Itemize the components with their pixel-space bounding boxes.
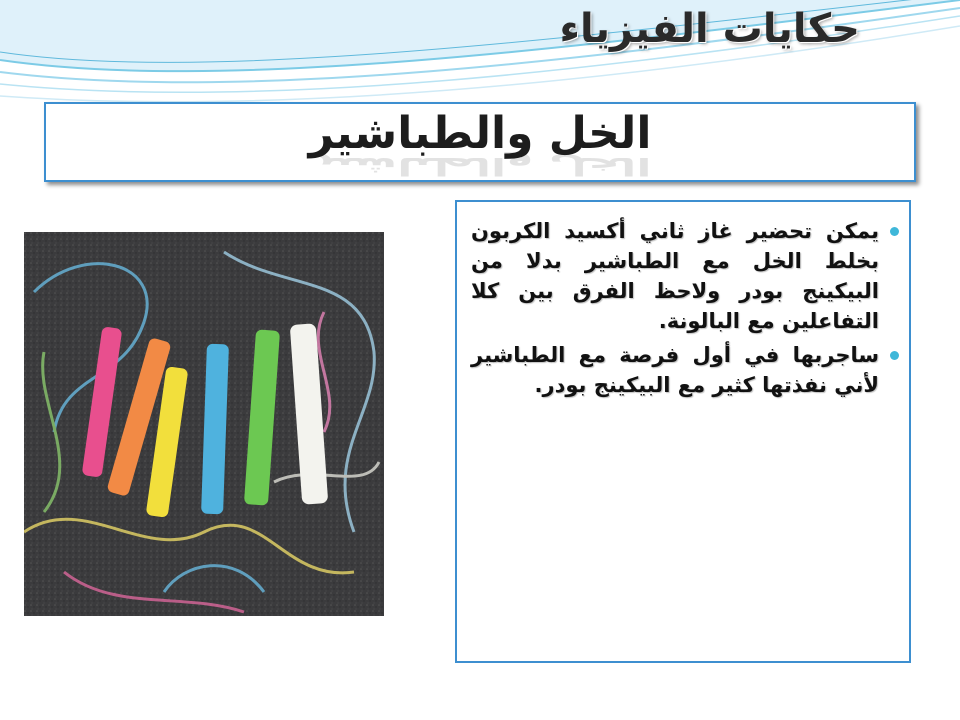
slide-title: الخل والطباشير	[308, 108, 652, 159]
bullet-list	[457, 202, 909, 400]
bullet-dot-icon	[890, 351, 899, 360]
slide-title-reflection: الخل والطباشير	[308, 151, 652, 180]
bullet-item	[471, 340, 879, 400]
series-title: حكايات الفيزياء	[559, 6, 860, 52]
asphalt-background	[24, 232, 384, 616]
bullet-text: يمكن تحضير غاز ثاني أكسيد الكربون بخلط الخل مع الطباشير بدلا من البيكينج بودر ولاحظ الفرق بين كلا التفاعلين مع البالونة.	[471, 219, 879, 333]
bullet-dot-icon	[890, 227, 899, 236]
title-box	[44, 102, 916, 182]
bullet-text: ساجربها في أول فرصة مع الطباشير لأني نفذتها كثير مع البيكينج بودر.	[471, 343, 879, 397]
chalk-photo	[24, 232, 384, 616]
bullet-item	[471, 216, 879, 336]
content-box	[455, 200, 911, 663]
